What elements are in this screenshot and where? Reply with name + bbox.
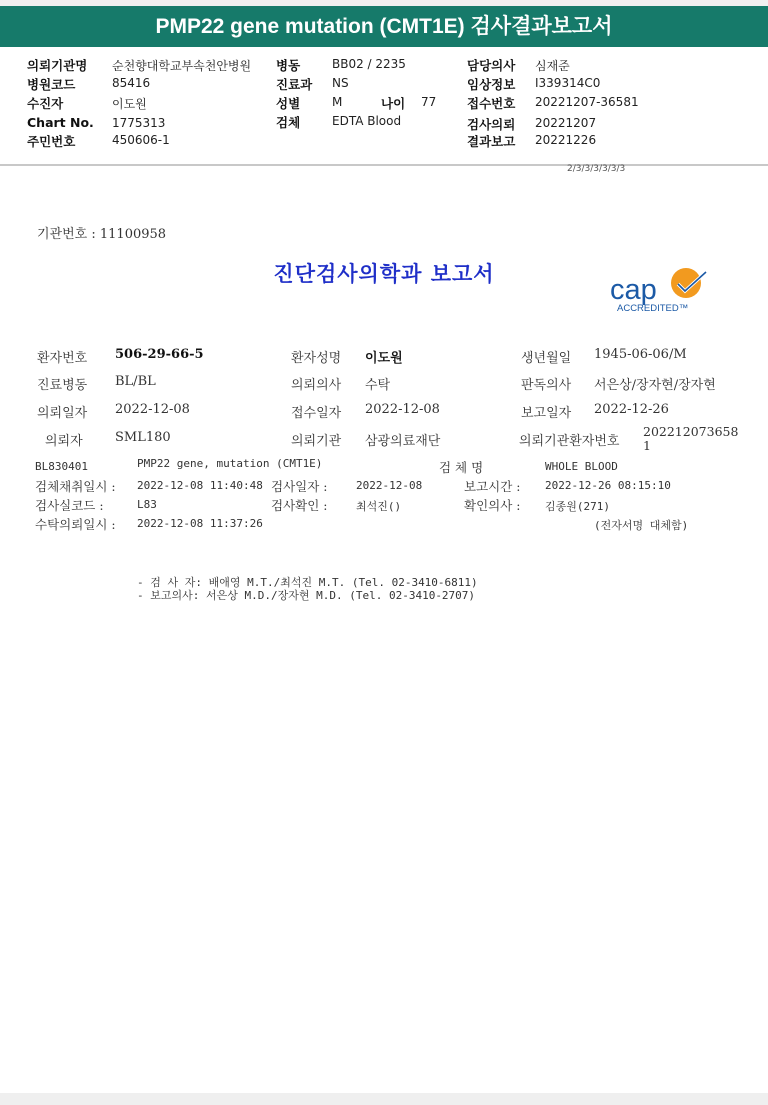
hospcode-value: 85416: [112, 76, 151, 90]
header-info-panel: [0, 48, 768, 164]
patient-label: 수진자: [27, 96, 64, 111]
hospcode-label: 병원코드: [27, 77, 76, 92]
request-label: 검사의뢰: [467, 117, 516, 132]
reqorg-value: 삼광의료재단: [365, 434, 441, 449]
requester-value: SML180: [115, 430, 171, 445]
patno-label: 환자번호: [37, 351, 88, 366]
ward-value: BB02 / 2235: [332, 57, 406, 71]
cap-accredited-logo: [608, 266, 712, 316]
testdate-label: 검사일자 :: [271, 479, 328, 494]
staff-line-reporter: - 보고의사: 서은상 M.D./장자현 M.D. (Tel. 02-3410-2707): [137, 589, 476, 602]
doctor-label: 담당의사: [467, 58, 516, 73]
bottom-frame: [0, 1093, 768, 1105]
ssn-label: 주민번호: [27, 134, 76, 149]
esign-note: (전자서명 대체함): [594, 519, 689, 532]
confirmdoc-value: 김종원(271): [545, 500, 610, 513]
confirm-label: 검사확인 :: [271, 498, 328, 513]
hospital-label: 의뢰기관명: [27, 58, 88, 73]
ward-label: 병동: [276, 58, 301, 73]
recdate-label: 접수일자: [291, 406, 342, 421]
name-value: 이도원: [365, 351, 403, 366]
specimen-label: 검체: [276, 115, 301, 130]
dept-label: 진료과: [276, 77, 313, 92]
reqdate-value: 2022-12-08: [115, 402, 190, 417]
labcode-value: L83: [137, 498, 157, 511]
orgpat-label: 의뢰기관환자번호: [519, 434, 620, 449]
ward-report-label: 진료병동: [37, 378, 88, 393]
age-label: 나이: [381, 96, 406, 111]
readdoc-value: 서은상/장자현/장자현: [594, 378, 716, 393]
clinical-label: 임상정보: [467, 77, 516, 92]
sex-value: M: [332, 95, 343, 109]
name-label: 환자성명: [291, 351, 342, 366]
labcode-label: 검사실코드 :: [35, 498, 104, 513]
report-header-title: PMP22 gene mutation (CMT1E) 검사결과보고서: [0, 6, 768, 47]
consign-label: 수탁의뢰일시 :: [35, 517, 116, 532]
request-value: 20221207: [535, 116, 597, 130]
patient-value: 이도원: [112, 97, 147, 111]
test-name: PMP22 gene, mutation (CMT1E): [137, 457, 323, 470]
cap-logo-sub: ACCREDITED™: [617, 303, 689, 314]
ward-report-value: BL/BL: [115, 374, 156, 389]
repdate-label: 보고일자: [521, 406, 572, 421]
collect-value: 2022-12-08 11:40:48: [137, 479, 263, 492]
test-specimen-label: 검 체 명: [439, 460, 484, 475]
orgpat-value-line1: 202212073658: [643, 424, 739, 439]
consign-value: 2022-12-08 11:37:26: [137, 517, 263, 530]
ssn-value: 450606-1: [112, 133, 170, 147]
receipt-label: 접수번호: [467, 96, 516, 111]
hospital-value: 순천향대학교부속천안병원: [112, 59, 252, 73]
testdate-value: 2022-12-08: [356, 479, 423, 492]
clinical-value: I339314C0: [535, 76, 601, 90]
birth-value: 1945-06-06/M: [594, 347, 687, 362]
readdoc-label: 판독의사: [521, 378, 572, 393]
reporttime-label: 보고시간 :: [464, 479, 521, 494]
reqdate-label: 의뢰일자: [37, 406, 88, 421]
patno-value: 506-29-66-5: [115, 347, 204, 362]
chart-label: Chart No.: [27, 115, 94, 130]
age-value: 77: [421, 95, 437, 109]
test-code: BL830401: [35, 460, 88, 473]
birth-label: 생년월일: [521, 351, 572, 366]
reqorg-label: 의뢰기관: [291, 434, 342, 449]
result-value: 20221226: [535, 133, 597, 147]
doctor-value: 심재준: [535, 59, 570, 73]
clipped-text: 2/3/3/3/3/3/3: [567, 164, 626, 174]
repdate-value: 2022-12-26: [594, 402, 669, 417]
staff-line-tester: - 검 사 자: 배애영 M.T./최석진 M.T. (Tel. 02-3410-6811): [137, 576, 478, 589]
orgpat-value-line2: 1: [643, 438, 651, 453]
result-label: 결과보고: [467, 134, 516, 149]
confirmdoc-label: 확인의사 :: [464, 498, 521, 513]
test-specimen-value: WHOLE BLOOD: [545, 460, 618, 473]
sex-label: 성별: [276, 96, 301, 111]
reqdoc-value: 수탁: [365, 378, 391, 393]
reporttime-value: 2022-12-26 08:15:10: [545, 479, 671, 492]
specimen-value: EDTA Blood: [332, 114, 402, 128]
confirm-value: 최석진(): [356, 500, 402, 513]
dept-value: NS: [332, 76, 349, 90]
receipt-value: 20221207-36581: [535, 95, 639, 109]
chart-value: 1775313: [112, 116, 166, 130]
collect-label: 검체채취일시 :: [35, 479, 116, 494]
recdate-value: 2022-12-08: [365, 402, 440, 417]
reqdoc-label: 의뢰의사: [291, 378, 342, 393]
cap-logo-text: cap: [610, 274, 657, 306]
requester-label: 의뢰자: [45, 434, 83, 449]
report-title: 진단검사의학과 보고서: [273, 262, 495, 286]
institution-number: 기관번호 : 11100958: [37, 227, 167, 242]
